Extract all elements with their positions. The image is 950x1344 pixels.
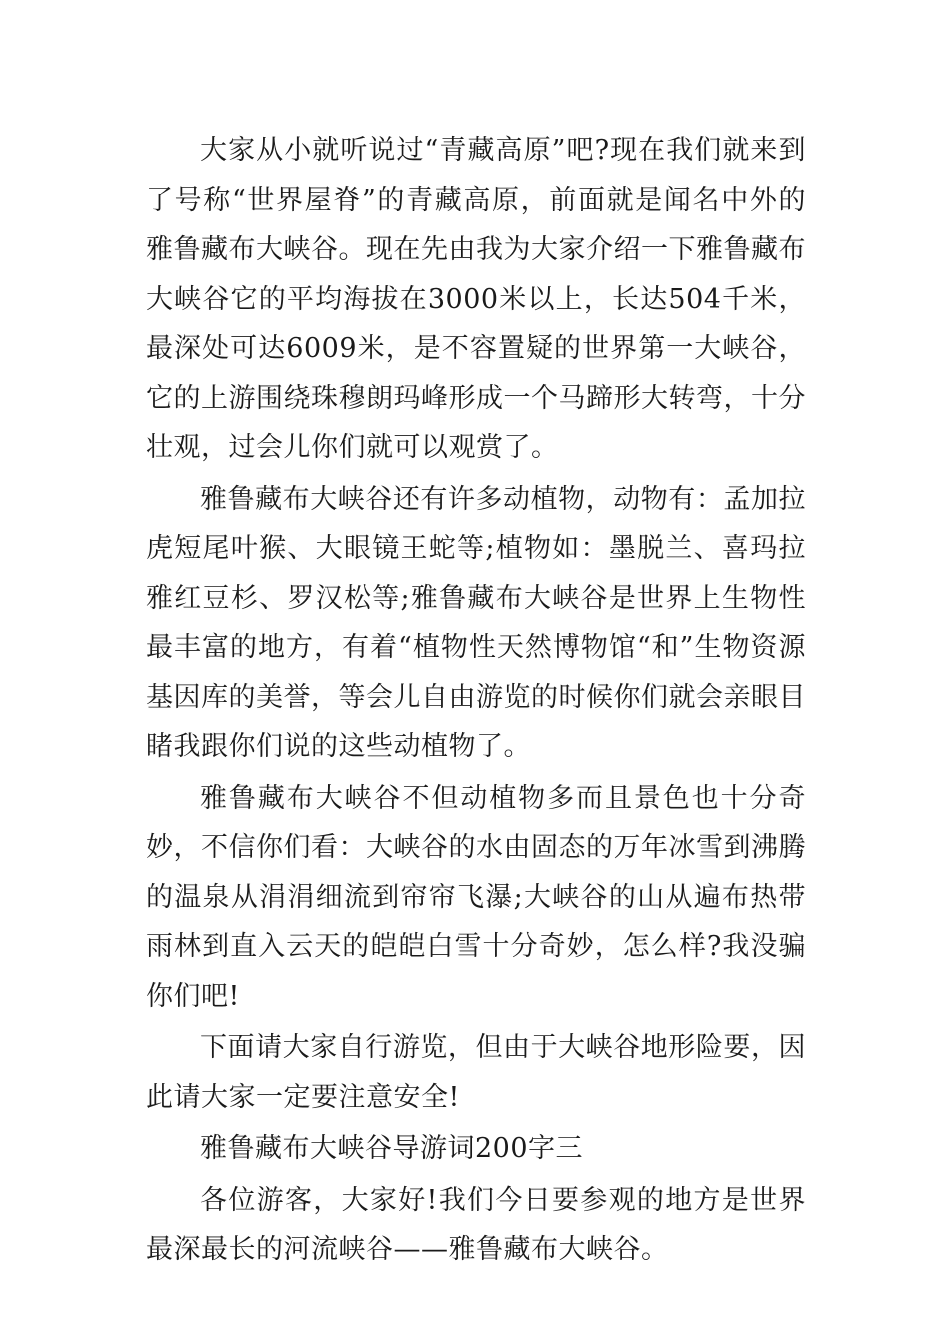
paragraph-safety: 下面请大家自行游览，但由于大峡谷地形险要，因此请大家一定要注意安全! — [146, 1032, 806, 1113]
paragraph-scenery: 雅鲁藏布大峡谷不但动植物多而且景色也十分奇妙，不信你们看：大峡谷的水由固态的万年冰雪到沸腾的温泉从涓涓细流到帘帘飞瀑;大峡谷的山从遍布热带雨林到直入云天的皑皑白雪十分奇妙，怎么样?我没骗你们吧! — [146, 782, 806, 1012]
paragraph-flora-fauna: 雅鲁藏布大峡谷还有许多动植物，动物有：孟加拉虎短尾叶猴、大眼镜王蛇等;植物如：墨脱兰、喜玛拉雅红豆杉、罗汉松等;雅鲁藏布大峡谷是世界上生物性最丰富的地方，有着“植物性天然博物馆“和”生物资源基因库的美誉，等会儿自由游览的时候你们就会亲眼目睹我跟你们说的这些动植物了。 — [146, 483, 806, 762]
paragraph-greeting: 各位游客，大家好!我们今日要参观的地方是世界最深最长的河流峡谷——雅鲁藏布大峡谷。 — [146, 1184, 806, 1265]
paragraph-intro: 大家从小就听说过“青藏高原”吧?现在我们就来到了号称“世界屋脊”的青藏高原，前面就是闻名中外的雅鲁藏布大峡谷。现在先由我为大家介绍一下雅鲁藏布大峡谷它的平均海拔在3000米以上，长达504千米，最深处可达6009米，是不容置疑的世界第一大峡谷，它的上游围绕珠穆朗玛峰形成一个马蹄形大转弯，十分壮观，过会儿你们就可以观赏了。 — [146, 135, 806, 463]
document-body — [146, 126, 806, 1277]
section-heading: 雅鲁藏布大峡谷导游词200字三 — [200, 1133, 584, 1164]
